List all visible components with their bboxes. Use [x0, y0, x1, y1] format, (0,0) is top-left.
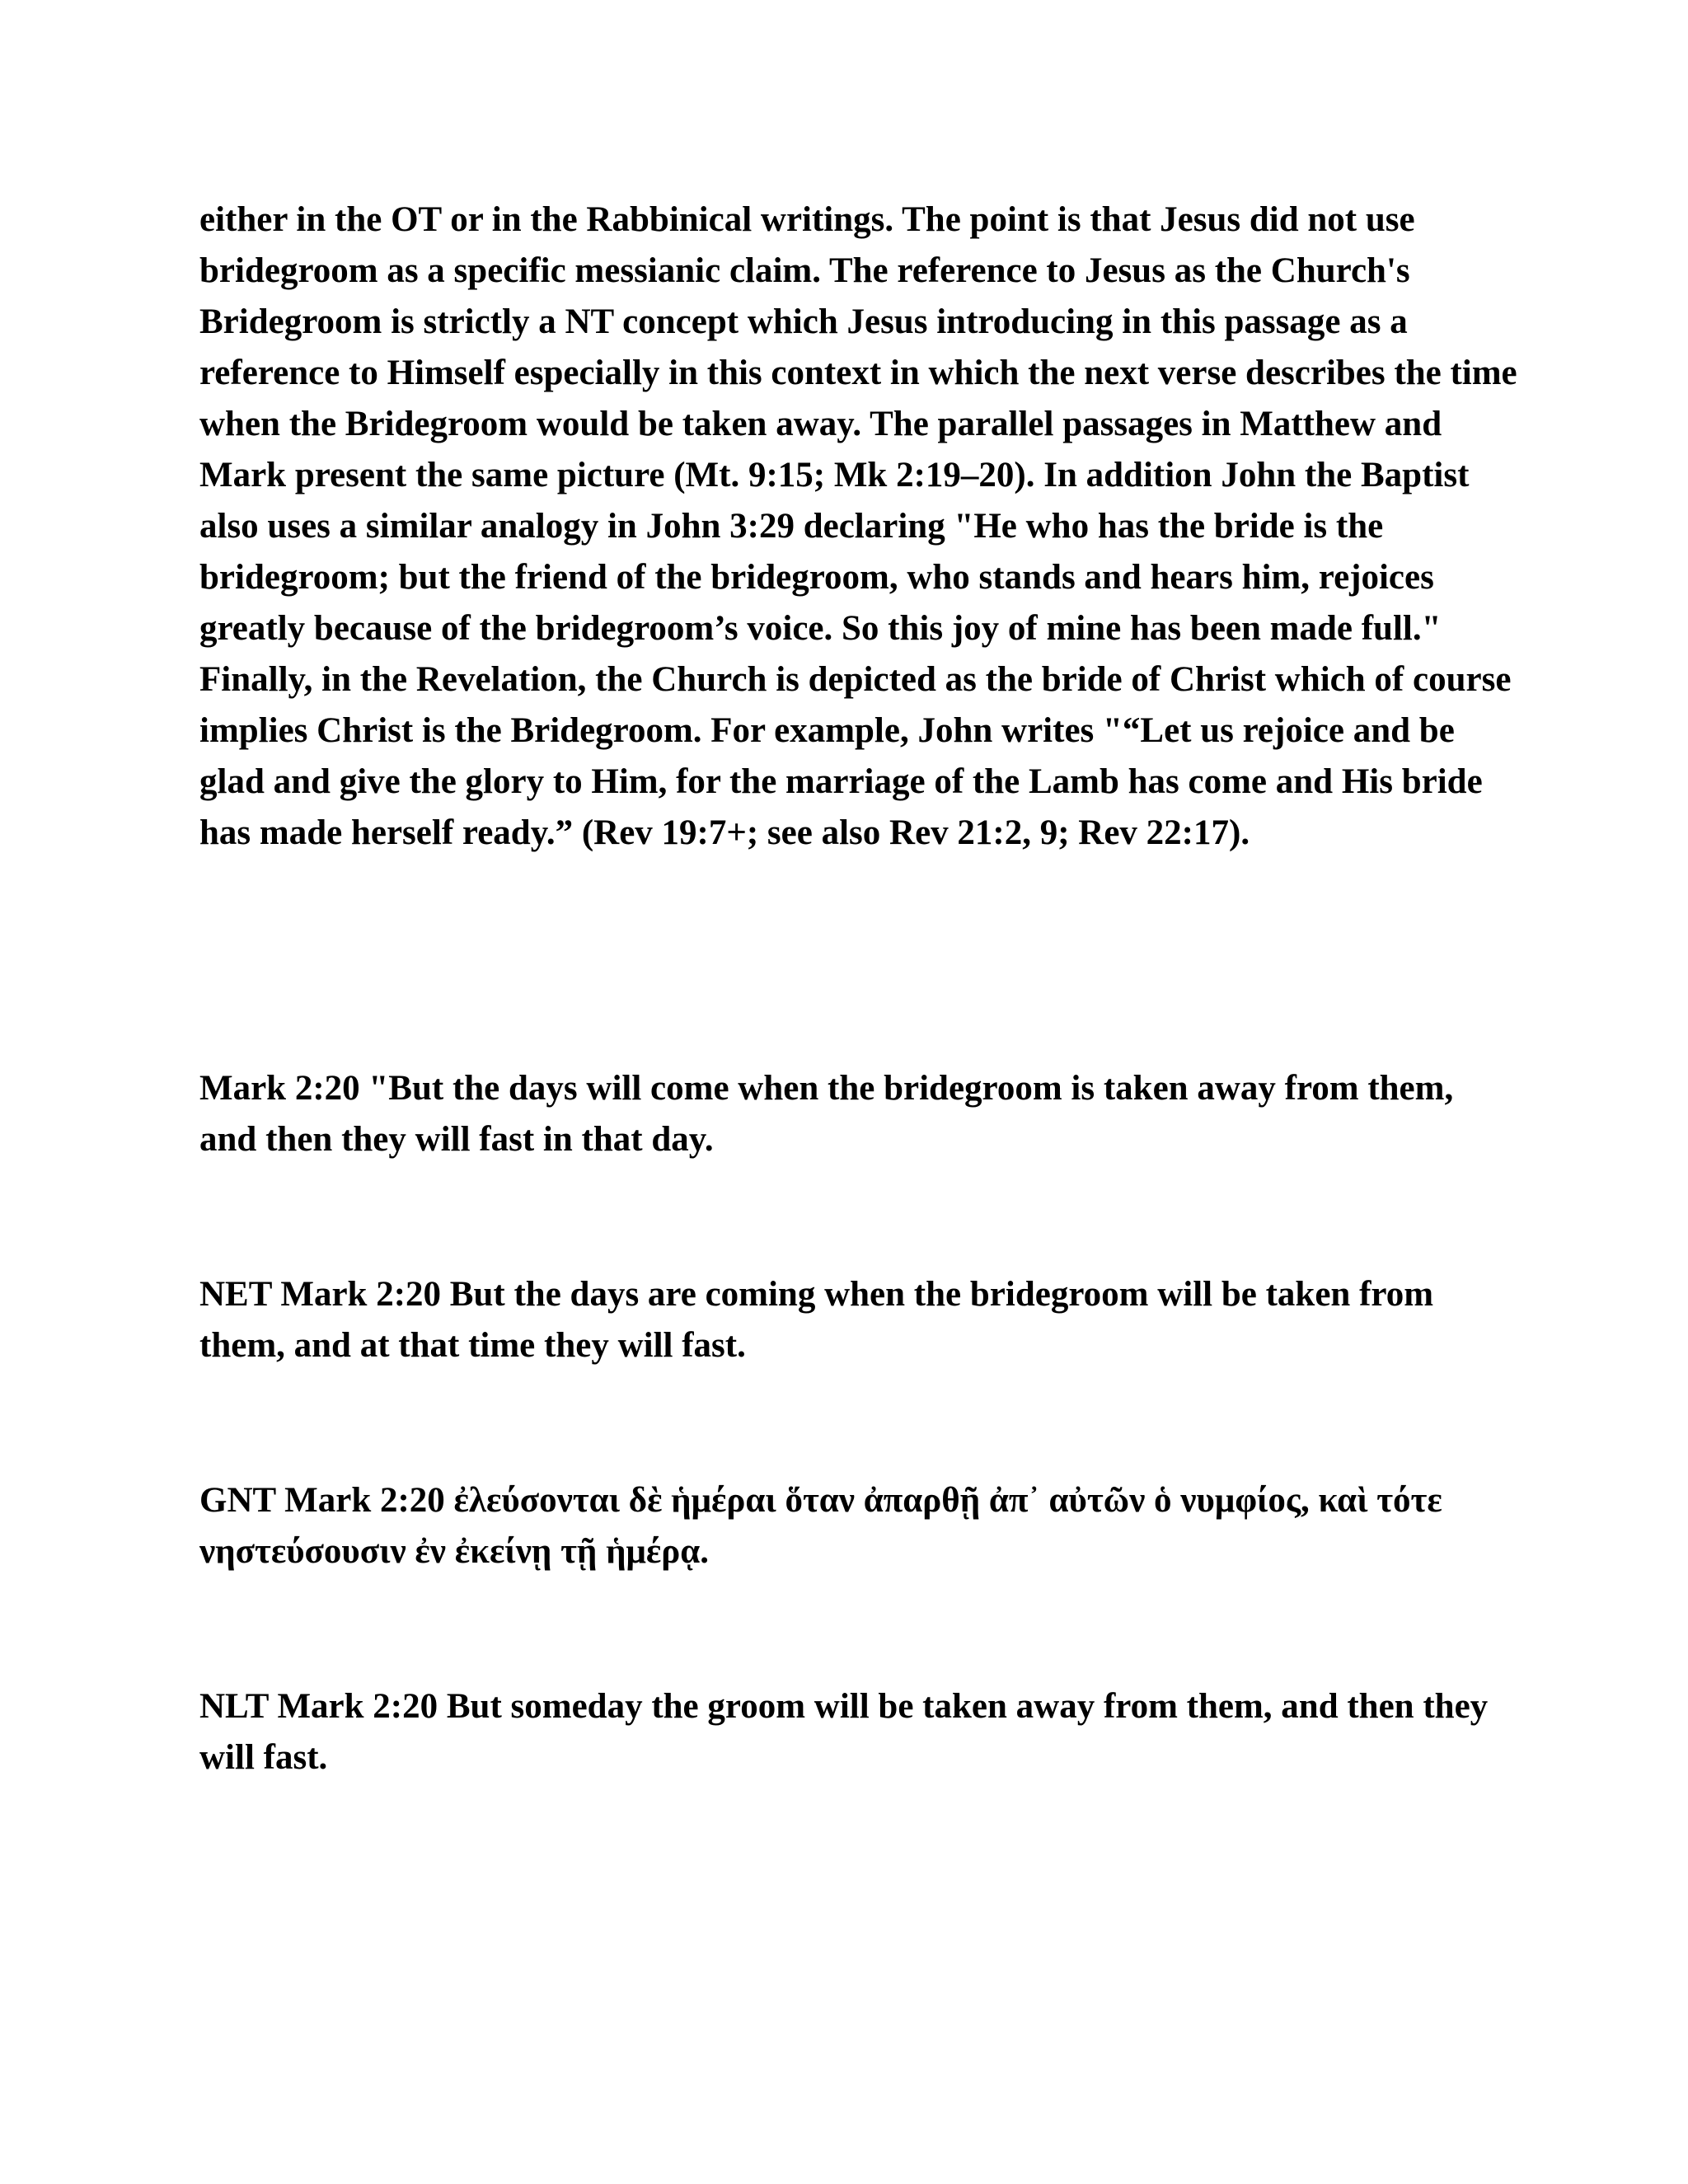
paragraph-verse-mark-2-20: Mark 2:20 "But the days will come when the bridegroom is taken away from them, and then they will fast in that day.	[199, 1069, 1454, 1159]
paragraph-verse-nlt: NLT Mark 2:20 But someday the groom will be taken away from them, and then they will fast.	[199, 1687, 1489, 1777]
paragraph-verse-net: NET Mark 2:20 But the days are coming when the bridegroom will be taken from them, and at that time they will fast.	[199, 1275, 1434, 1365]
paragraph-commentary: either in the OT or in the Rabbinical writings. The point is that Jesus did not use bridegroom as a specific messianic claim. The reference to Jesus as the Church's Bridegroom is strictly a NT concept which Jesus introducing in this passage as a reference to Himself especially in this context in which the next verse describes the time when the Bridegroom would be taken away. The parallel passages in Matthew and Mark present the same picture (Mt. 9:15; Mk 2:19–20). In addition John the Baptist also uses a similar analogy in John 3:29 declaring "He who has the bride is the bridegroom; but the friend of the bridegroom, who stands and hears him, rejoices greatly because of the bridegroom’s voice. So this joy of mine has been made full." Finally, in the Revelation, the Church is depicted as the bride of Christ which of course implies Christ is the Bridegroom. For example, John writes "“Let us rejoice and be glad and give the glory to Him, for the marriage of the Lamb has come and His bride has made herself ready.” (Rev 19:7+; see also Rev 21:2, 9; Rev 22:17).	[199, 200, 1517, 852]
paragraph-verse-gnt: GNT Mark 2:20 ἐλεύσονται δὲ ἡμέραι ὅταν ἀπαρθῇ ἀπ᾽ αὐτῶν ὁ νυμφίος, καὶ τότε νηστεύσουσιν ἐν ἐκείνῃ τῇ ἡμέρᾳ.	[199, 1481, 1442, 1571]
